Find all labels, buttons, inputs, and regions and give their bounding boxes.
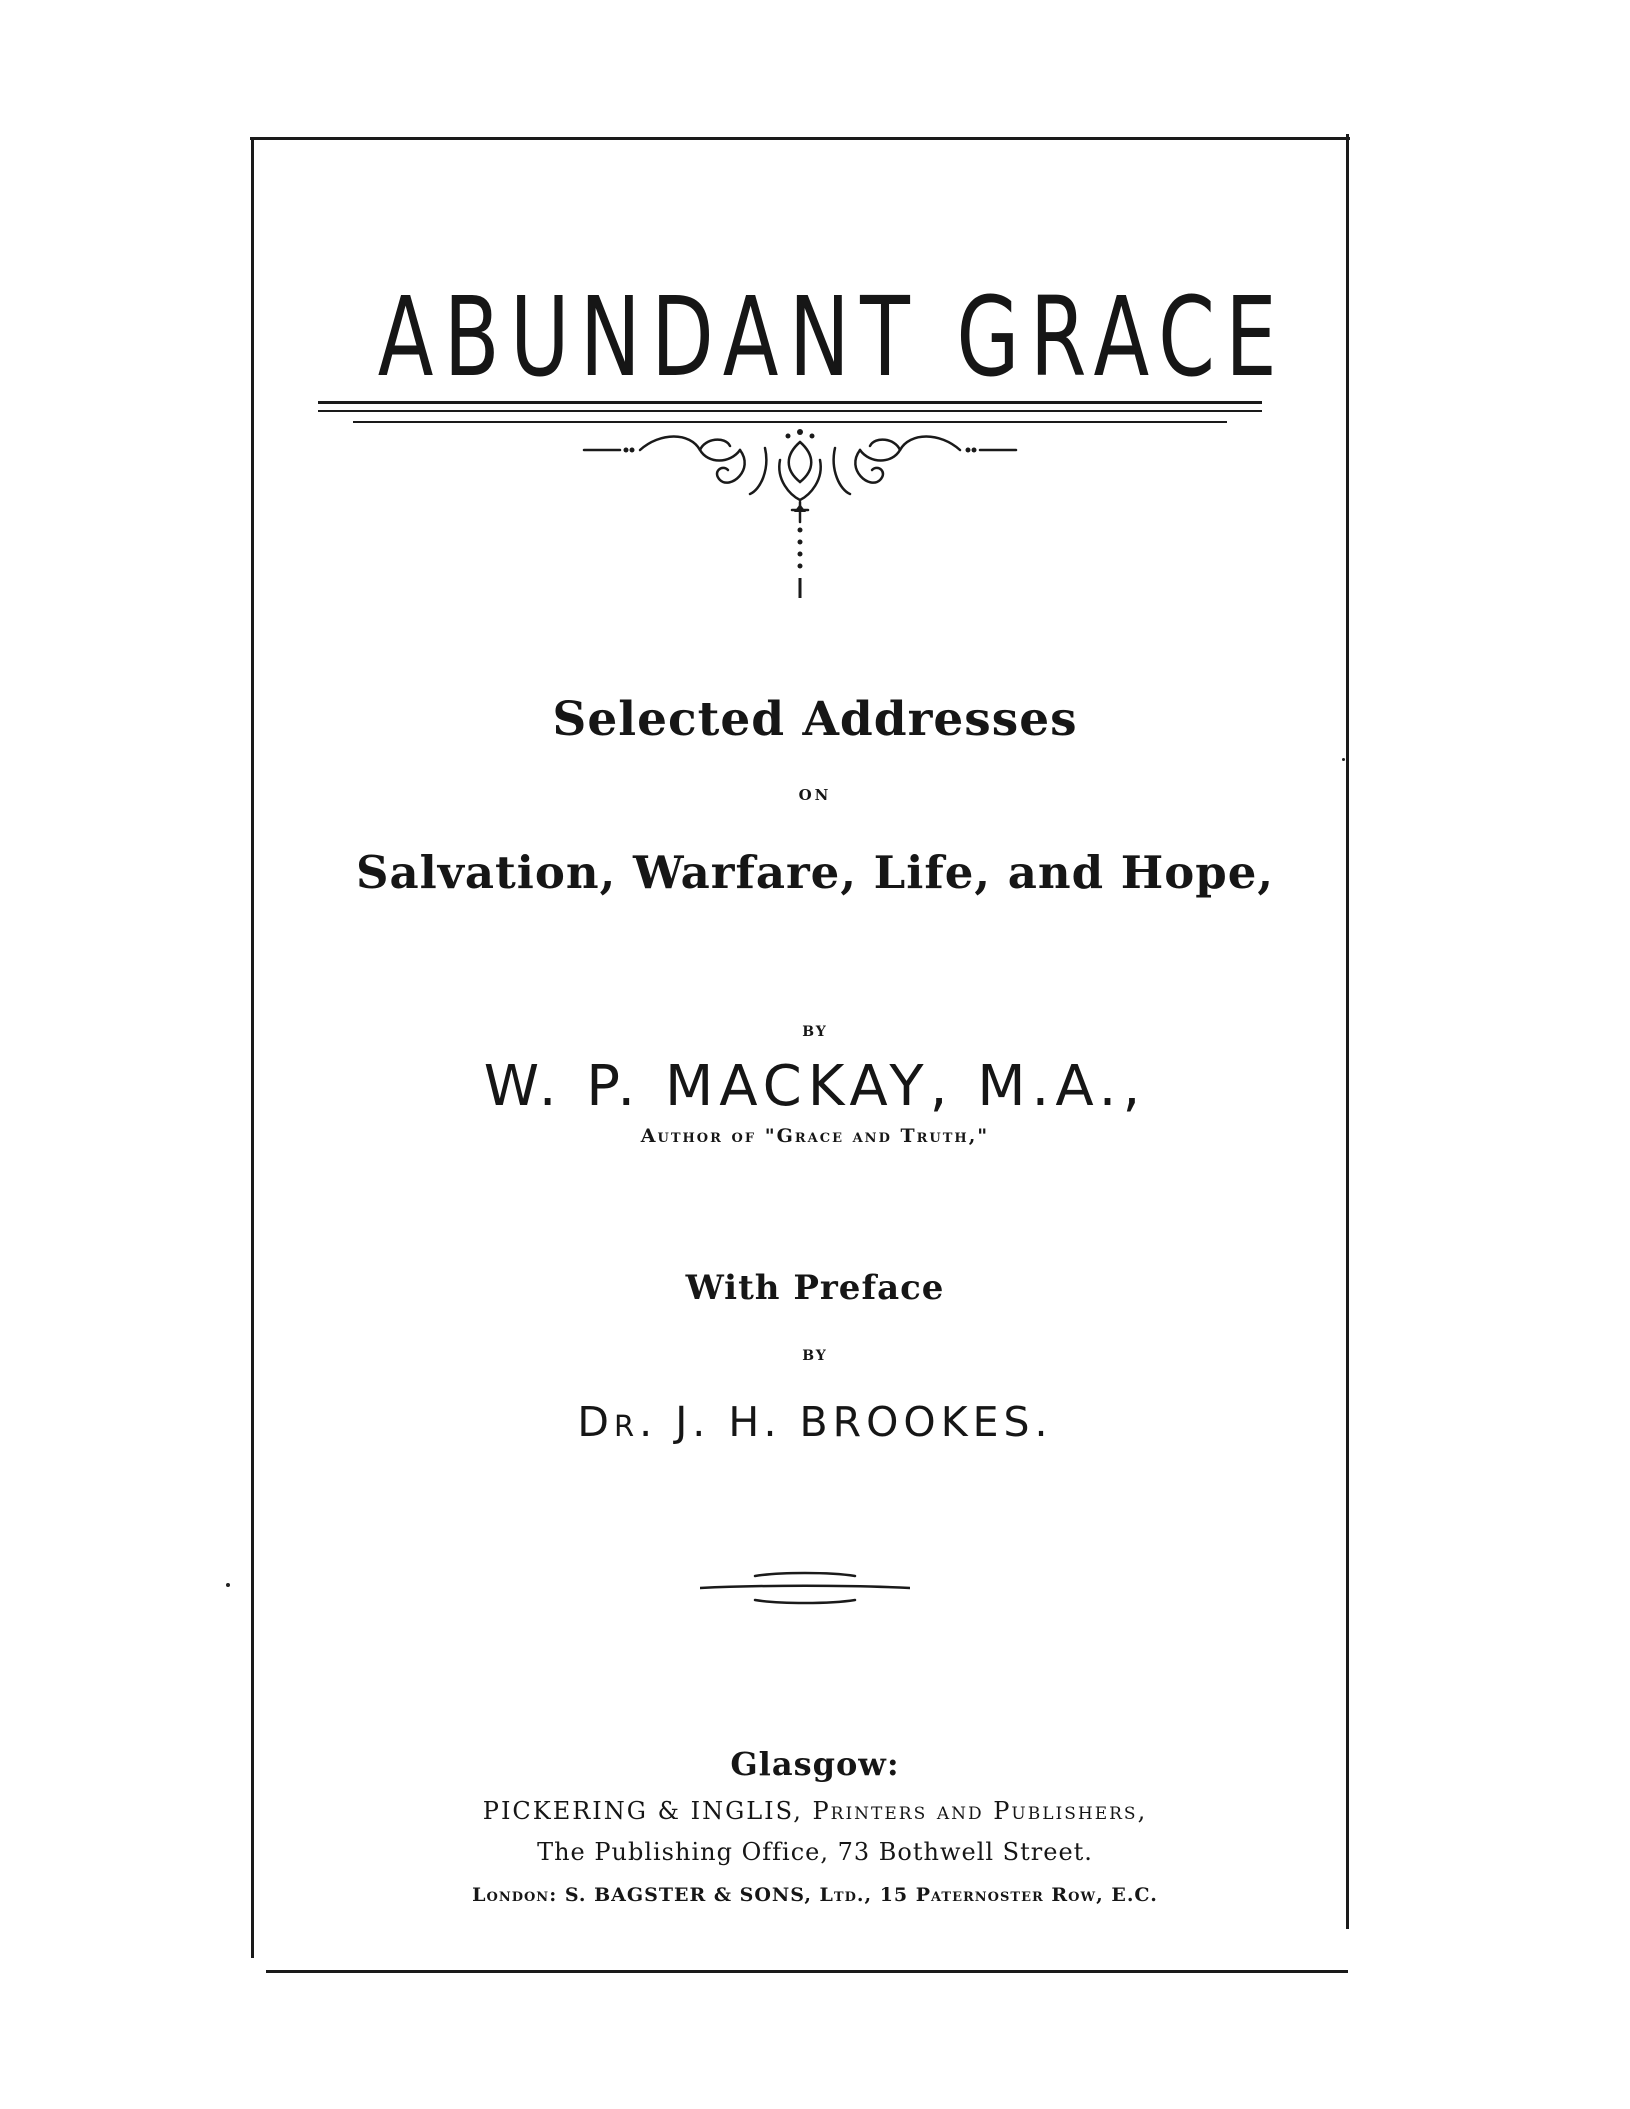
subtitle: Selected Addresses [552,692,1078,747]
frame-top-rule [250,137,1350,140]
by-label: BY [802,1024,828,1040]
frame-bottom-rule [266,1970,1348,1973]
divider-ornament-icon [700,1568,910,1608]
imprint-city: Glasgow: [730,1745,900,1783]
on-label: ON [798,786,832,804]
preface-author: Dr. J. H. BROOKES. [577,1398,1053,1446]
book-title: ABUNDANT GRACE [377,273,1288,401]
imprint-publisher: PICKERING & INGLIS, Printers and Publishers, [482,1797,1148,1825]
preface-label: With Preface [685,1268,945,1308]
author-note: Author of "Grace and Truth," [640,1125,990,1147]
flourish-ornament-icon [580,420,1020,610]
author-name: W. P. MACKAY, M.A., [483,1054,1147,1119]
topics-line: Salvation, Warfare, Life, and Hope, [355,846,1275,899]
by-label: BY [802,1348,828,1364]
frame-left-rule [251,138,254,1958]
imprint-london: London: S. BAGSTER & SONS, Ltd., 15 Paternoster Row, E.C. [472,1884,1158,1906]
scan-speck [226,1583,230,1587]
scan-speck [1342,758,1345,761]
imprint-office: The Publishing Office, 73 Bothwell Street. [537,1838,1093,1866]
